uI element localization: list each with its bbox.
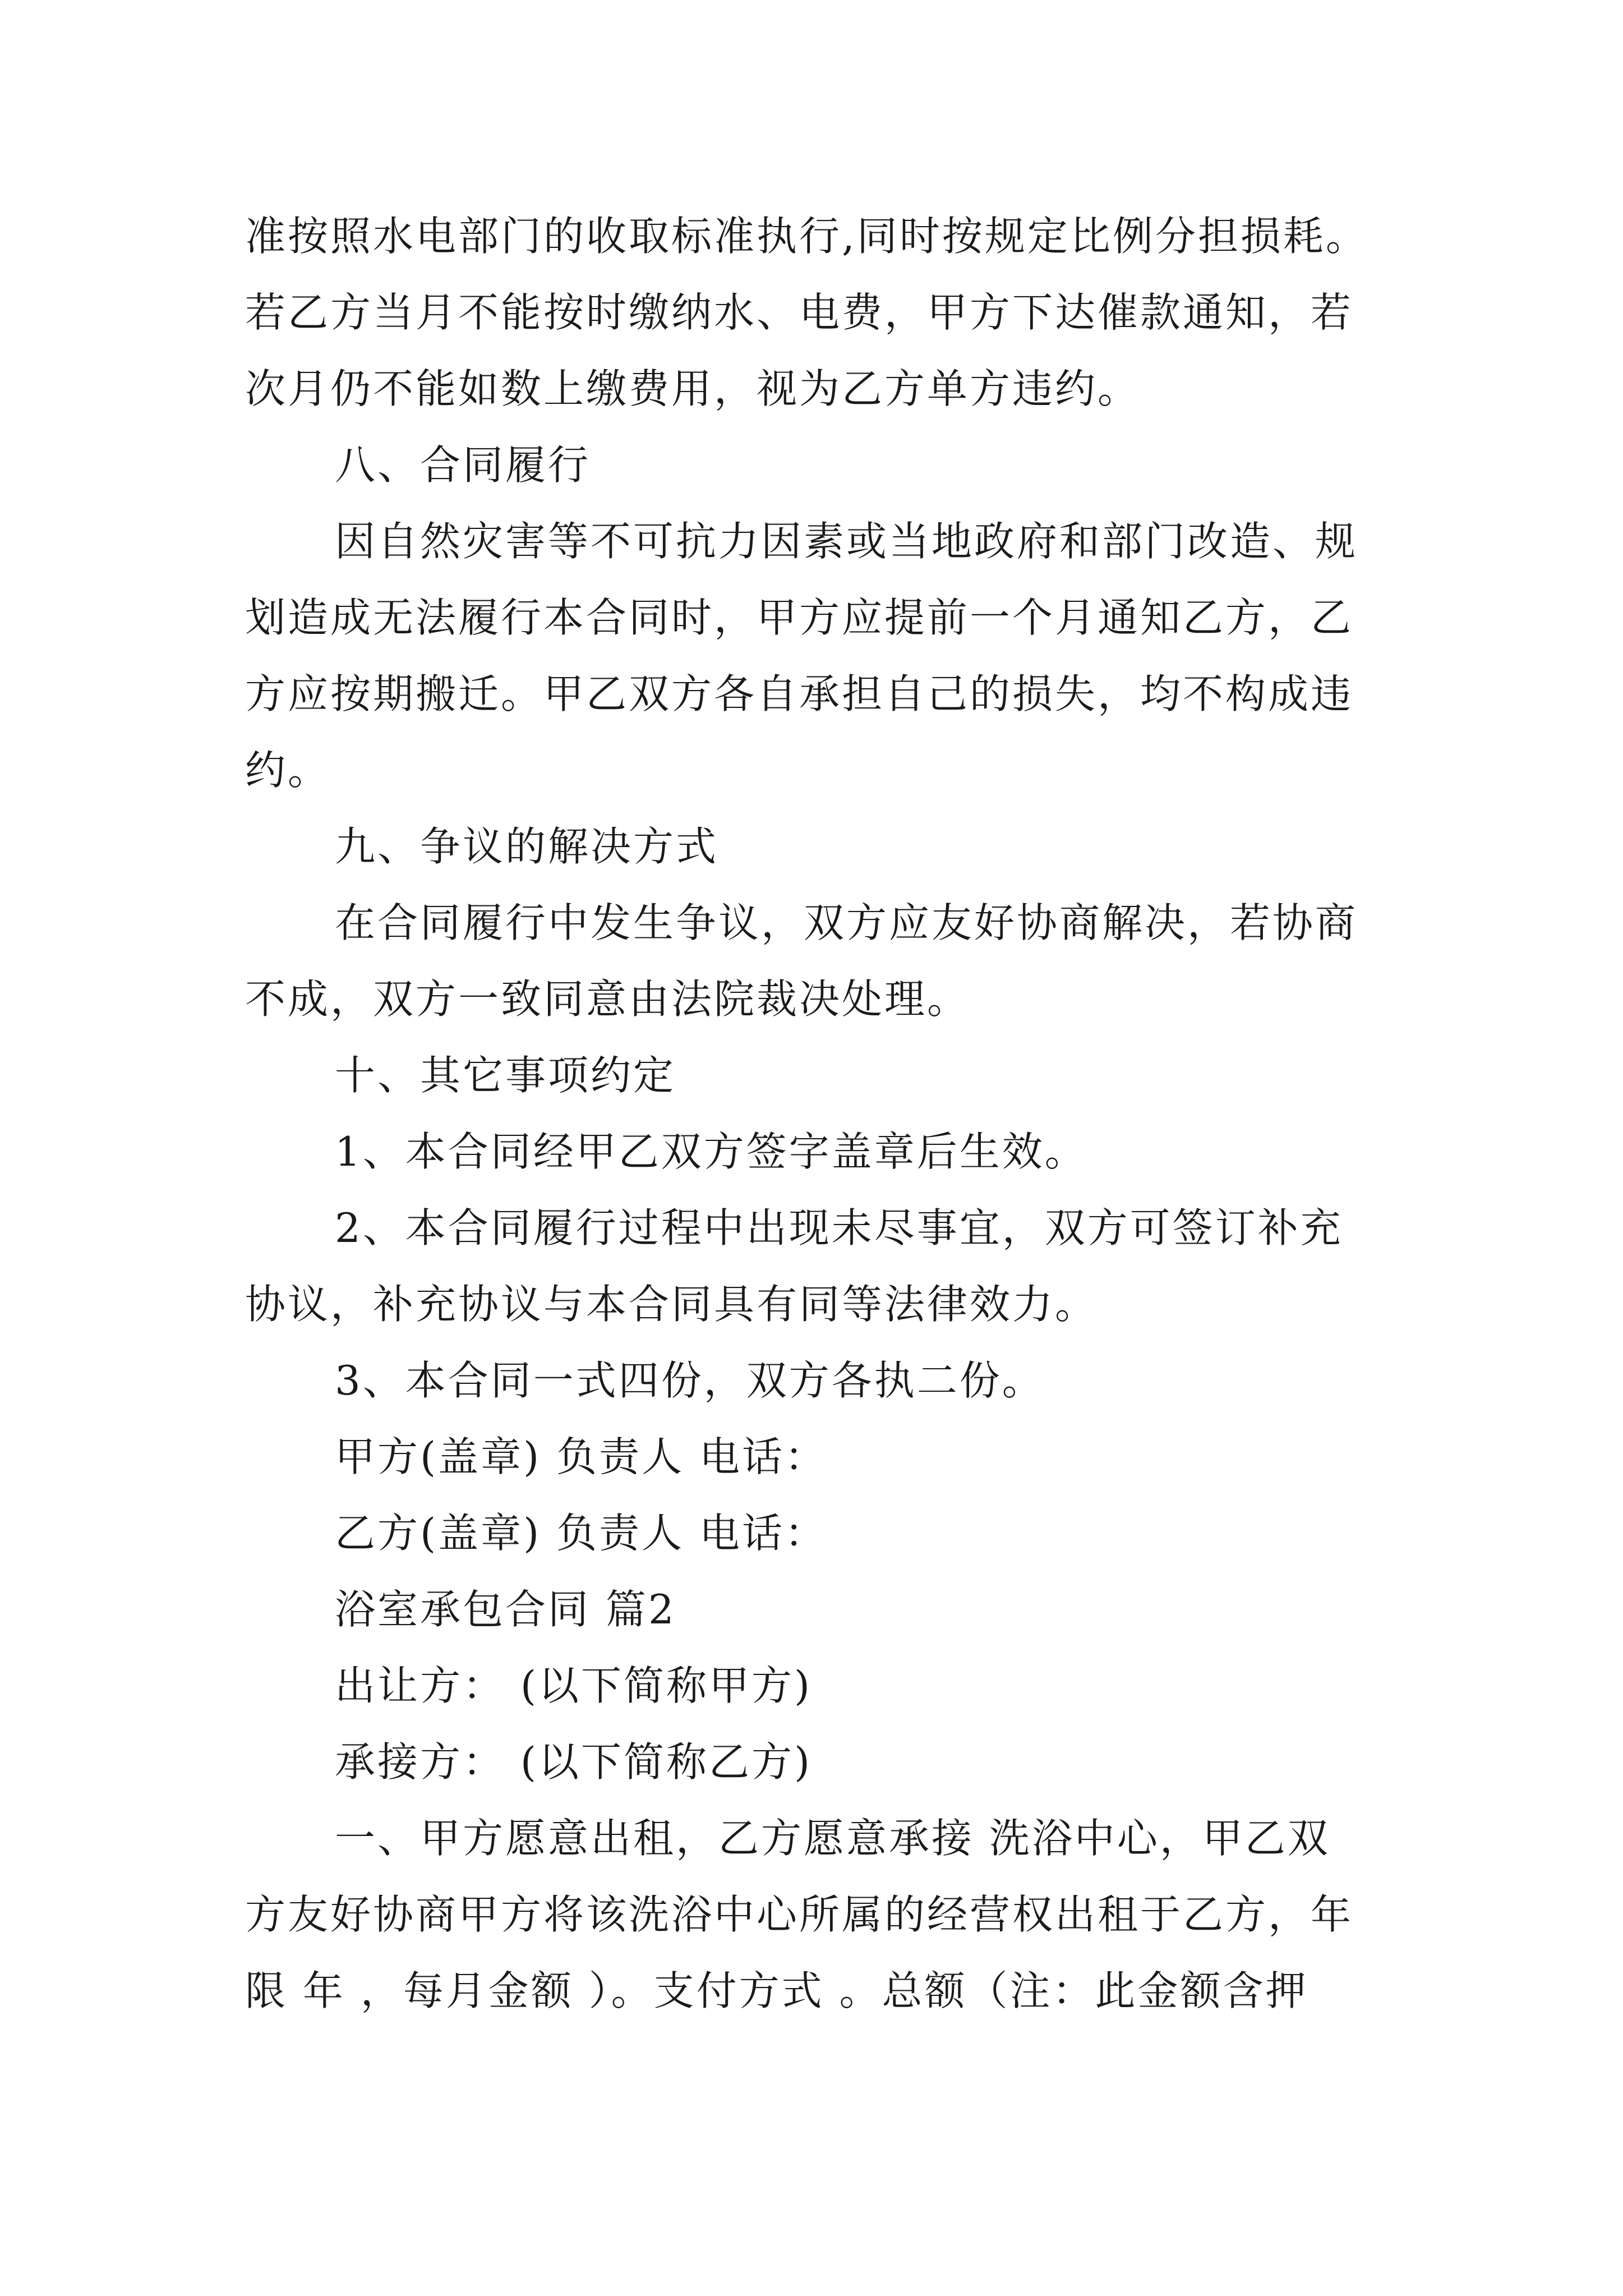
- text-line: 在合同履行中发生争议，双方应友好协商解决，若协商: [335, 899, 1358, 946]
- text-line: 不成，双方一致同意由法院裁决处理。: [245, 976, 970, 1023]
- contract-title: 浴室承包合同 篇2: [335, 1586, 676, 1633]
- text-line: 出让方： (以下简称甲方): [335, 1662, 813, 1709]
- text-line: 1、本合同经甲乙双方签字盖章后生效。: [335, 1128, 1087, 1175]
- text-line: 若乙方当月不能按时缴纳水、电费，甲方下达催款通知，若: [245, 289, 1354, 336]
- section-heading: 十、其它事项约定: [335, 1052, 676, 1099]
- text-line: 方友好协商甲方将该洗浴中心所属的经营权出租于乙方，年: [245, 1891, 1354, 1938]
- text-line: 协议，补充协议与本合同具有同等法律效力。: [245, 1281, 1098, 1328]
- text-line: 约。: [245, 747, 331, 794]
- text-line: 划造成无法履行本合同时，甲方应提前一个月通知乙方，乙: [245, 594, 1354, 641]
- text-line: 限 年 ，每月金额 ）。支付方式 。总额（注：此金额含押: [245, 1967, 1308, 2014]
- text-line: 2、本合同履行过程中出现未尽事宜，双方可签订补充: [335, 1204, 1343, 1251]
- text-line: 方应按期搬迁。甲乙双方各自承担自己的损失，均不构成违: [245, 670, 1354, 717]
- text-line: 承接方： (以下简称乙方): [335, 1738, 813, 1786]
- signature-line-party-a: 甲方(盖章) 负责人 电话：: [335, 1433, 827, 1480]
- text-line: 次月仍不能如数上缴费用，视为乙方单方违约。: [245, 365, 1141, 412]
- section-heading: 八、合同履行: [335, 441, 591, 489]
- text-line: 因自然灾害等不可抗力因素或当地政府和部门改造、规: [335, 518, 1358, 565]
- signature-line-party-b: 乙方(盖章) 负责人 电话：: [335, 1510, 827, 1557]
- text-line: 3、本合同一式四份，双方各执二份。: [335, 1357, 1045, 1404]
- text-line: 一、甲方愿意出租，乙方愿意承接 洗浴中心，甲乙双: [335, 1815, 1330, 1862]
- text-line: 准按照水电部门的收取标准执行,同时按规定比例分担损耗。: [245, 213, 1368, 260]
- section-heading: 九、争议的解决方式: [335, 823, 719, 870]
